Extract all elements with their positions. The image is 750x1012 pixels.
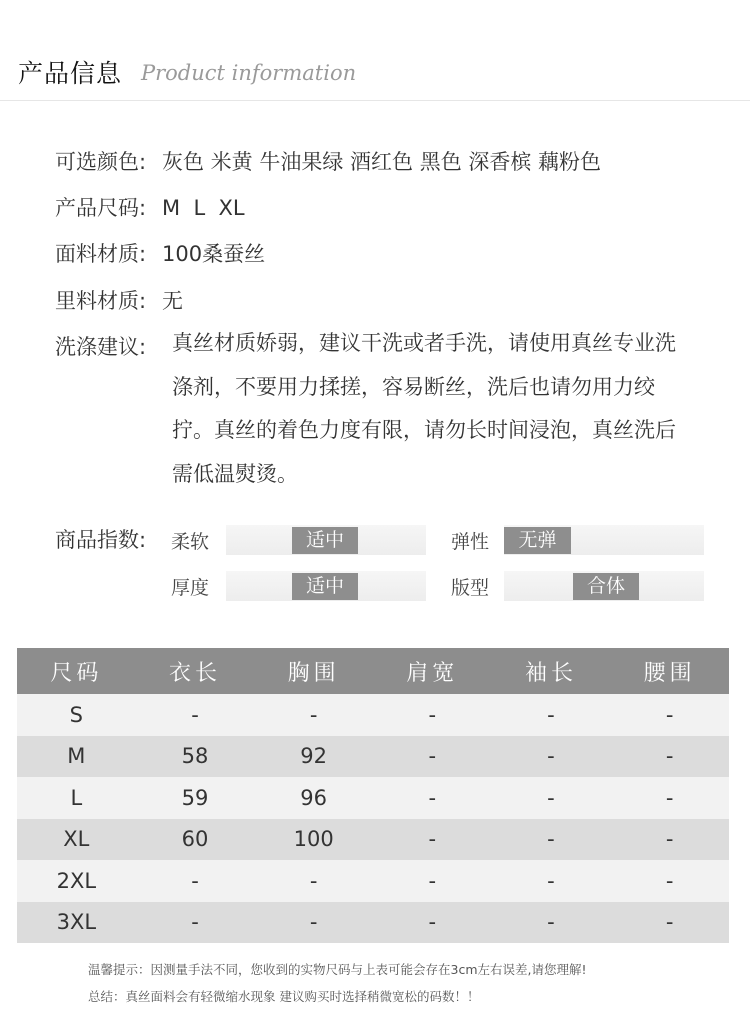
table-cell: - [254,902,373,944]
table-cell: XL [17,819,136,861]
index-name-thickness: 厚度 [171,577,210,599]
header-waist: 腰围 [610,648,729,694]
header-length: 衣长 [136,648,255,694]
header-title-cn: 产品信息 [18,59,123,88]
spec-value: 100桑蚕丝 [162,242,266,266]
spec-label: 可选颜色: [55,150,147,174]
table-cell: 100 [254,819,373,861]
index-name-elasticity: 弹性 [451,531,490,553]
table-cell: - [254,694,373,736]
table-row [17,736,729,778]
index-name-softness: 柔软 [171,531,210,553]
index-value-fit: 合体 [573,573,639,600]
table-cell: 60 [136,819,255,861]
header-bust: 胸围 [254,648,373,694]
spec-colors [55,146,601,176]
table-row [17,694,729,736]
header-size: 尺码 [17,648,136,694]
spec-value: M L XL [162,196,245,220]
index-label: 商品指数: [55,528,147,552]
table-cell: - [492,819,611,861]
table-cell: - [492,736,611,778]
table-cell: L [17,777,136,819]
table-cell: - [610,694,729,736]
care-label: 洗涤建议: [55,335,147,359]
index-value-thickness: 适中 [292,573,358,600]
table-cell: - [136,902,255,944]
table-cell: 96 [254,777,373,819]
table-cell: - [136,860,255,902]
table-cell: 58 [136,736,255,778]
spec-lining [55,285,183,315]
spec-fabric [55,238,265,268]
table-cell: - [492,694,611,736]
size-table-header-row [17,648,729,694]
table-cell: - [373,694,492,736]
table-cell: 92 [254,736,373,778]
table-row [17,902,729,944]
table-row [17,860,729,902]
table-cell: - [610,902,729,944]
table-cell: - [373,777,492,819]
product-info-header [0,0,750,101]
table-cell: - [492,902,611,944]
table-cell: 59 [136,777,255,819]
spec-value: 灰色 米黄 牛油果绿 酒红色 黑色 深香槟 藕粉色 [162,150,602,174]
header-shoulder: 肩宽 [373,648,492,694]
table-cell: 2XL [17,860,136,902]
table-cell: - [492,777,611,819]
table-cell: - [373,736,492,778]
size-table [17,648,729,943]
index-value-softness: 适中 [292,527,358,554]
table-cell: - [373,860,492,902]
table-cell: - [492,860,611,902]
index-bar-fit [504,571,704,601]
spec-sizes [55,192,245,222]
index-value-elasticity: 无弹 [504,527,571,554]
table-cell: M [17,736,136,778]
table-cell: - [610,777,729,819]
table-row [17,819,729,861]
index-bar-thickness [226,571,426,601]
table-cell: - [610,860,729,902]
table-cell: - [610,819,729,861]
care-text: 真丝材质娇弱，建议干洗或者手洗，请使用真丝专业洗涤剂，不要用力揉搓，容易断丝，洗后也请勿用力绞拧。真丝的着色力度有限，请勿长时间浸泡，真丝洗后需低温熨烫。 [172,331,676,486]
header-title-en: Product information [141,61,357,85]
index-bar-softness [226,525,426,555]
table-row [17,777,729,819]
table-cell: S [17,694,136,736]
note-tip: 温馨提示：因测量手法不同，您收到的实物尺码与上表可能会存在3cm左右误差,请您理解! [88,962,587,977]
note-summary: 总结：真丝面料会有轻微缩水现象 建议购买时选择稍微宽松的码数！！ [88,989,480,1004]
table-cell: - [373,819,492,861]
spec-label: 里料材质: [55,289,147,313]
table-cell: - [373,902,492,944]
table-cell: - [136,694,255,736]
index-bar-elasticity [504,525,704,555]
table-cell: - [610,736,729,778]
index-name-fit: 版型 [451,577,490,599]
spec-label: 产品尺码: [55,196,147,220]
spec-label: 面料材质: [55,242,147,266]
spec-value: 无 [162,289,183,313]
header-sleeve: 袖长 [492,648,611,694]
table-cell: 3XL [17,902,136,944]
table-cell: - [254,860,373,902]
